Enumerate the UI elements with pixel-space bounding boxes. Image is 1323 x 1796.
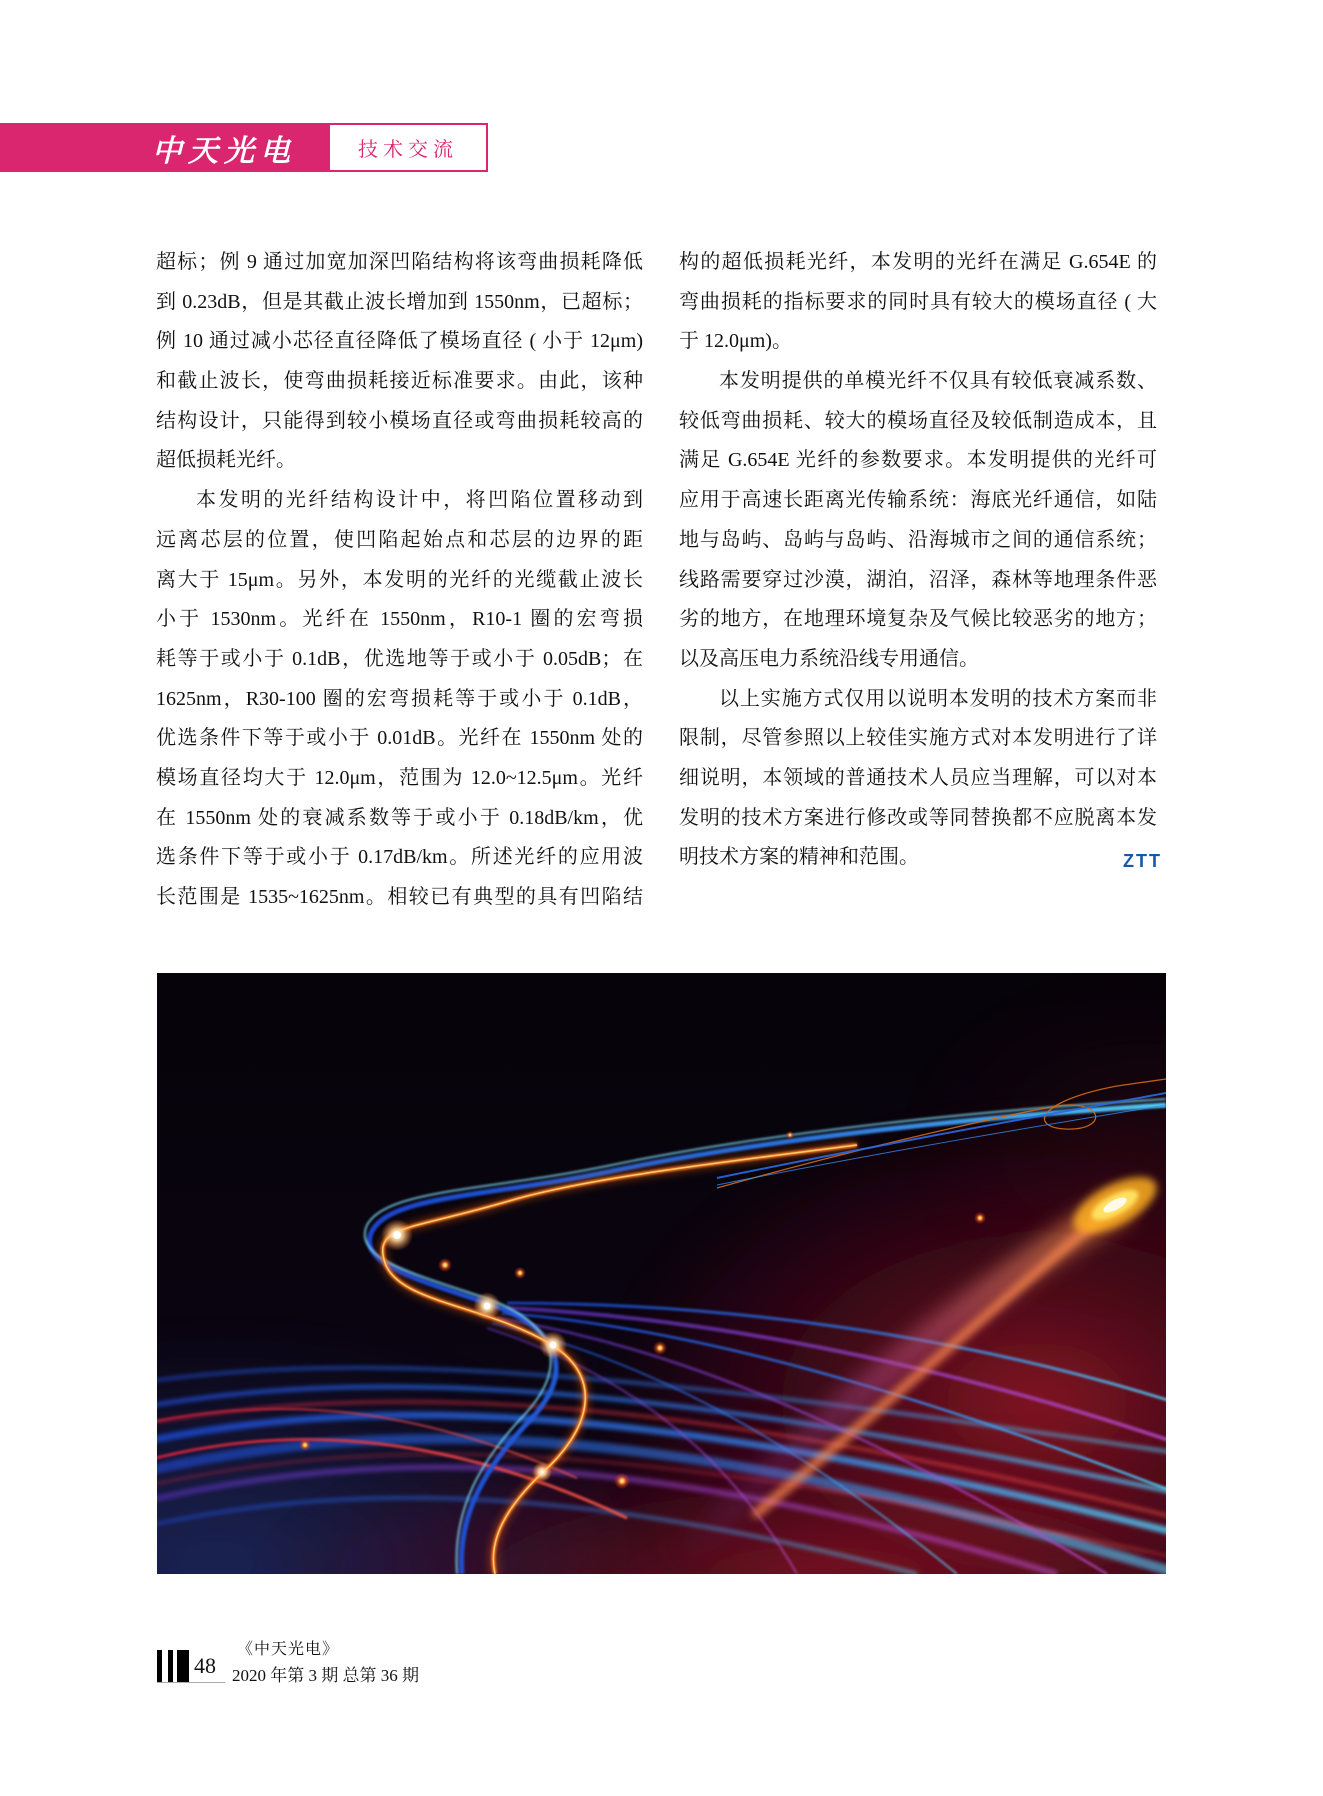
article-column-right	[679, 243, 1157, 878]
body-text-line: 长范围是 1535~1625nm。相较已有典型的具有凹陷结	[156, 886, 643, 908]
body-text-line: 到 0.23dB，但是其截止波长增加到 1550nm，已超标；	[156, 290, 643, 313]
body-text-line: 本发明的光纤结构设计中，将凹陷位置移动到	[196, 489, 643, 512]
body-text-line: 于 12.0μm)。	[679, 330, 792, 353]
section-label-box	[328, 123, 488, 172]
body-text-line: 和截止波长，使弯曲损耗接近标准要求。由此，该种	[156, 370, 643, 393]
body-text-line: 应用于高速长距离光传输系统：海底光纤通信，如陆	[679, 489, 1157, 512]
body-text-line: 以上实施方式仅用以说明本发明的技术方案而非	[719, 687, 1157, 710]
body-text-line: 1625nm，R30-100 圈的宏弯损耗等于或小于 0.1dB，	[156, 687, 643, 710]
body-text-line: 在 1550nm 处的衰减系数等于或小于 0.18dB/km，优	[156, 806, 643, 829]
body-text-line: 远离芯层的位置，使凹陷起始点和芯层的边界的距	[156, 528, 643, 551]
body-text-line: 地与岛屿、岛屿与岛屿、沿海城市之间的通信系统；	[679, 528, 1157, 551]
ztt-end-mark: ZTT	[1123, 851, 1162, 871]
fiber-light-streaks-image	[157, 973, 1166, 1574]
body-text-line: 超标；例 9 通过加宽加深凹陷结构将该弯曲损耗降低	[156, 251, 643, 273]
body-text-line: 模场直径均大于 12.0μm，范围为 12.0~12.5μm。光纤	[156, 766, 643, 789]
body-text-line: 线路需要穿过沙漠，湖泊，沼泽，森林等地理条件恶	[679, 568, 1157, 591]
body-text-line: 满足 G.654E 光纤的参数要求。本发明提供的光纤可	[679, 449, 1157, 472]
body-text-line: 小于 1530nm。光纤在 1550nm，R10-1 圈的宏弯损	[156, 608, 643, 631]
body-text-line: 限制，尽管参照以上较佳实施方式对本发明进行了详	[679, 727, 1157, 750]
body-text-line: 发明的技术方案进行修改或等同替换都不应脱离本发	[679, 806, 1157, 829]
page-number: 48	[194, 1653, 216, 1678]
body-text-line: 选条件下等于或小于 0.17dB/km。所述光纤的应用波	[156, 846, 643, 869]
body-text-line: 较低弯曲损耗、较大的模场直径及较低制造成本，且	[679, 409, 1157, 432]
body-text-line: 优选条件下等于或小于 0.01dB。光纤在 1550nm 处的	[156, 727, 643, 750]
body-text-line: 耗等于或小于 0.1dB，优选地等于或小于 0.05dB；在	[156, 647, 643, 670]
body-text-line: 结构设计，只能得到较小模场直径或弯曲损耗较高的	[156, 409, 643, 432]
body-text-line: 明技术方案的精神和范围。	[679, 846, 919, 869]
body-text-line: 劣的地方，在地理环境复杂及气候比较恶劣的地方；	[679, 608, 1157, 631]
section-label: 技术交流	[358, 139, 458, 161]
footer-rule	[157, 1682, 225, 1683]
body-text-line: 超低损耗光纤。	[156, 449, 296, 472]
body-text-line: 以及高压电力系统沿线专用通信。	[679, 647, 979, 670]
journal-name: 《中天光电》	[237, 1641, 340, 1658]
light-streaks-illustration	[157, 973, 1166, 1574]
issue-info: 2020 年第 3 期 总第 36 期	[232, 1666, 419, 1685]
header-banner	[0, 123, 328, 172]
body-text-line: 本发明提供的单模光纤不仅具有较低衰减系数、	[719, 370, 1157, 393]
body-text-line: 离大于 15μm。另外，本发明的光纤的光缆截止波长	[156, 568, 643, 591]
body-text-line: 弯曲损耗的指标要求的同时具有较大的模场直径 ( 大	[679, 290, 1157, 313]
article-column-left	[156, 243, 643, 918]
body-text-line: 例 10 通过减小芯径直径降低了模场直径 ( 小于 12μm)	[156, 330, 643, 353]
brand-logo: 中天光电	[152, 134, 296, 168]
body-text-line: 构的超低损耗光纤，本发明的光纤在满足 G.654E 的	[679, 251, 1157, 273]
body-text-line: 细说明，本领域的普通技术人员应当理解，可以对本	[679, 766, 1157, 789]
